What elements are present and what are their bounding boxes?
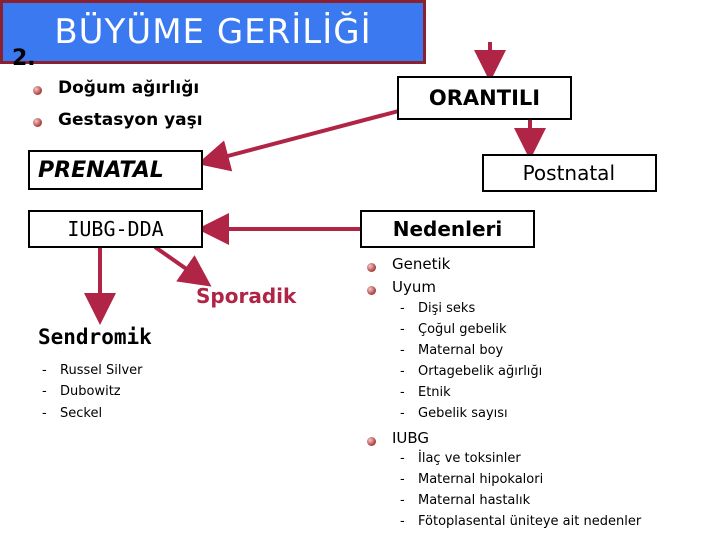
orantili-label: ORANTILI — [428, 86, 541, 110]
slide-number: 2. — [12, 46, 36, 71]
bullet-gestasyon-yasi: Gestasyon yaşı — [58, 110, 203, 130]
bullet-icon — [33, 118, 42, 127]
postnatal-box — [482, 154, 657, 192]
uyum-item: - Ortagebelik ağırlığı — [400, 364, 543, 379]
nedenleri-label: Nedenleri — [392, 217, 503, 241]
sporadik-label: Sporadik — [196, 284, 297, 308]
nedenleri-box — [360, 210, 535, 248]
iubg-item: - Maternal hastalık — [400, 493, 531, 508]
uyum-item: - Etnik — [400, 385, 451, 400]
uyum-item: - Gebelik sayısı — [400, 406, 508, 421]
bullet-icon — [367, 437, 376, 446]
cause-genetik: Genetik — [392, 255, 451, 273]
iubg-item: - İlaç ve toksinler — [400, 451, 521, 466]
postnatal-label: Postnatal — [522, 161, 615, 185]
iubg-dda-box — [28, 210, 203, 248]
bullet-icon — [367, 263, 376, 272]
bullet-icon — [33, 86, 42, 95]
iubg-item: - Maternal hipokalori — [400, 472, 544, 487]
bullet-icon — [367, 286, 376, 295]
uyum-item: - Çoğul gebelik — [400, 322, 507, 337]
sendromik-item: - Dubowitz — [42, 384, 121, 399]
prenatal-label: PRENATAL — [38, 157, 164, 183]
cause-uyum: Uyum — [392, 278, 436, 296]
sendromik-item: - Russel Silver — [42, 363, 143, 378]
cause-iubg: IUBG — [392, 429, 430, 447]
arrow-orantili-to-prenatal — [205, 108, 410, 162]
iubg-dda-label: IUBG-DDA — [67, 217, 164, 241]
uyum-item: - Maternal boy — [400, 343, 504, 358]
orantili-box — [397, 76, 572, 120]
page-title: BÜYÜME GERİLİĞİ — [54, 12, 372, 52]
arrow-to-sporadik — [155, 247, 205, 282]
bullet-dogum-agirligi: Doğum ağırlığı — [58, 78, 200, 98]
sendromik-item: - Seckel — [42, 406, 103, 421]
iubg-item: - Fötoplasental üniteye ait nedenler — [400, 514, 642, 529]
prenatal-box — [28, 150, 203, 190]
sendromik-label: Sendromik — [38, 325, 152, 349]
uyum-item: - Dişi seks — [400, 301, 476, 316]
